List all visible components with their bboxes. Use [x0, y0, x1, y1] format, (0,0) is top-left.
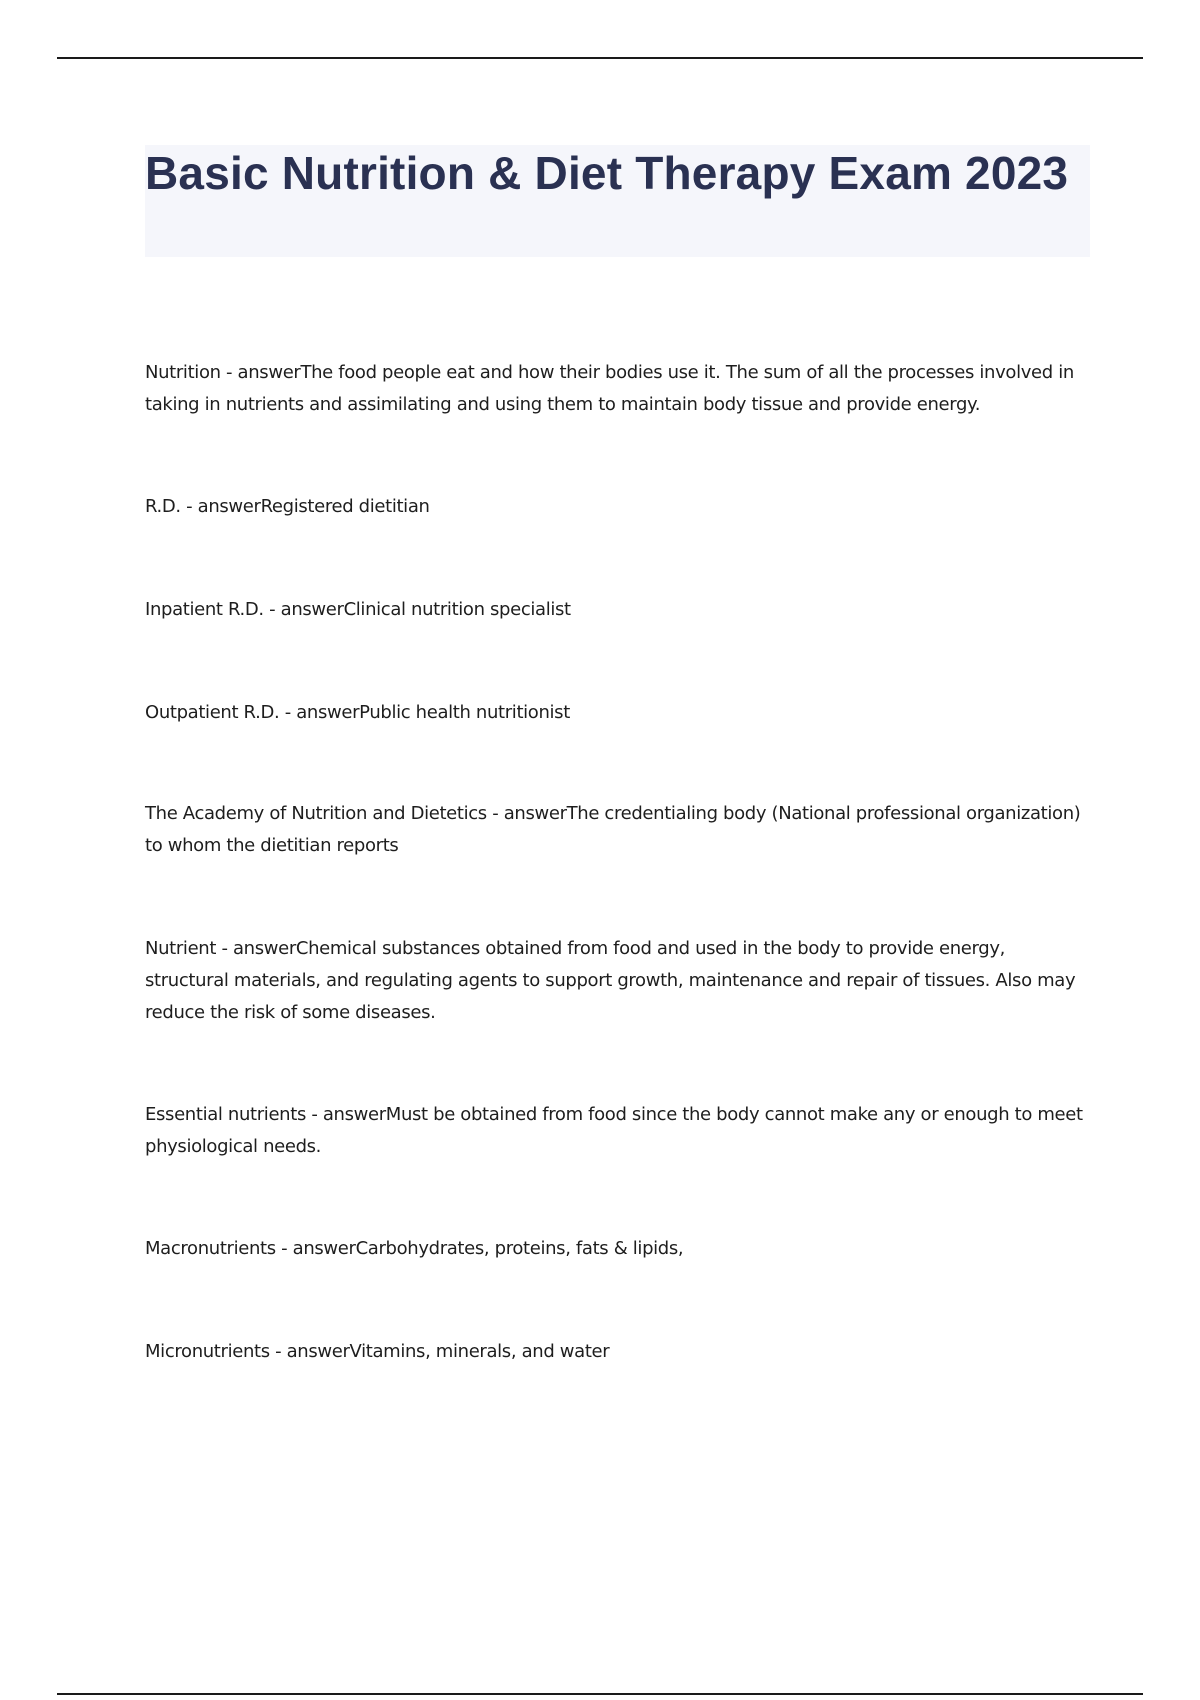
title-block: [145, 145, 1090, 257]
qa-entry-macronutrients: Macronutrients - answerCarbohydrates, proteins, fats & lipids,: [145, 1238, 684, 1259]
qa-entry-inpatient-rd: Inpatient R.D. - answerClinical nutrition specialist: [145, 599, 571, 620]
qa-entry-nutrient: Nutrient - answerChemical substances obtained from food and used in the body to provide energy, structural materials, and regulating agents to support growth, maintenance and repair of tissues. Also may reduce the risk of some diseases.: [145, 938, 1076, 1023]
qa-entry-micronutrients: Micronutrients - answerVitamins, minerals, and water: [145, 1341, 610, 1362]
qa-entry-nutrition: Nutrition - answerThe food people eat and how their bodies use it. The sum of all the processes involved in taking in nutrients and assimilating and using them to maintain body tissue and provide energy.: [145, 362, 1074, 415]
qa-entry-outpatient-rd: Outpatient R.D. - answerPublic health nutritionist: [145, 702, 570, 723]
qa-entry-rd: R.D. - answerRegistered dietitian: [145, 496, 430, 517]
document-title: Basic Nutrition & Diet Therapy Exam 2023: [145, 147, 1069, 199]
bottom-rule: [57, 1693, 1143, 1695]
qa-entry-academy: The Academy of Nutrition and Dietetics - answerThe credentialing body (National professional organization) to whom the dietitian reports: [145, 803, 1081, 856]
top-rule: [57, 57, 1143, 59]
qa-entry-essential-nutrients: Essential nutrients - answerMust be obtained from food since the body cannot make any or enough to meet physiological needs.: [145, 1104, 1083, 1157]
